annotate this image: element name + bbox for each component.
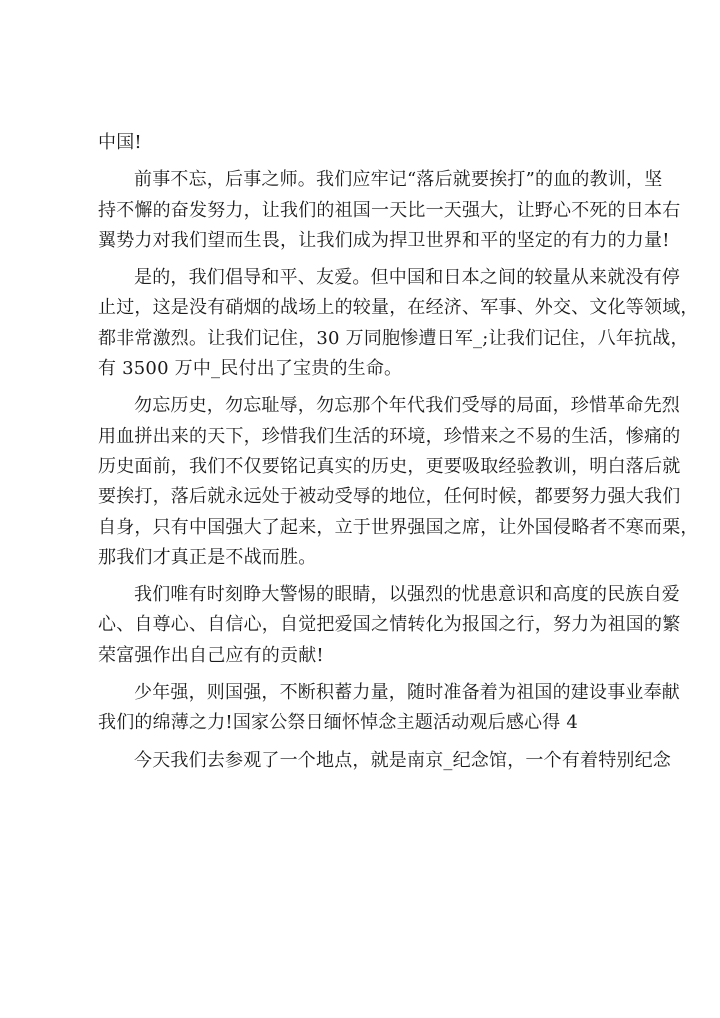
text-line: 勿忘历史，勿忘耻辱，勿忘那个年代我们受辱的局面，珍惜革命先烈: [134, 395, 680, 417]
text-line: 翼势力对我们望而生畏，让我们成为捍卫世界和平的坚定的有力的力量!: [98, 229, 670, 251]
paragraph: [98, 580, 681, 671]
text-line: 前事不忘，后事之师。我们应牢记“落后就要挨打”的血的教训，坚: [134, 169, 663, 191]
text-line: 要挨打，落后就永远处于被动受辱的地位，任何时候，都要努力强大我们: [98, 486, 681, 508]
text-line: 都非常激烈。让我们记住，30 万同胞惨遭日军_;让我们记住，八年抗战，: [98, 327, 689, 349]
text-line: 持不懈的奋发努力，让我们的祖国一天比一天强大，让野心不死的日本右: [98, 199, 681, 221]
text-line: 是的，我们倡导和平、友爱。但中国和日本之间的较量从来就没有停: [134, 267, 680, 289]
text-line: 那我们才真正是不战而胜。: [98, 546, 317, 568]
paragraph: [98, 128, 638, 158]
text-line: 我们的绵薄之力!国家公祭日缅怀悼念主题活动观后感心得 4: [98, 712, 579, 734]
paragraph: [98, 263, 699, 384]
paragraph: [98, 746, 671, 776]
text-line: 今天我们去参观了一个地点，就是南京_纪念馆，一个有着特别纪念: [134, 749, 671, 771]
text-line: 荣富强作出自己应有的贡献!: [98, 644, 324, 666]
text-line: 中国!: [98, 132, 142, 153]
text-line: 用血拼出来的天下，珍惜我们生活的环境，珍惜来之不易的生活，惨痛的: [98, 425, 681, 447]
text-line: 有 3500 万中_民付出了宝贵的生命。: [98, 358, 403, 380]
paragraph: [98, 391, 699, 573]
paragraph: [98, 678, 680, 739]
text-line: 少年强，则国强，不断积蓄力量，随时准备着为祖国的建设事业奉献: [134, 682, 680, 704]
text-line: 自身，只有中国强大了起来，立于世界强国之席，让外国侵略者不寒而栗，: [98, 516, 699, 538]
text-line: 我们唯有时刻睁大警惕的眼睛，以强烈的忧患意识和高度的民族自爱: [134, 584, 680, 606]
text-line: 历史面前，我们不仅要铭记真实的历史，更要吸取经验教训，明白落后就: [98, 455, 681, 477]
text-line: 止过，这是没有硝烟的战场上的较量，在经济、军事、外交、文化等领域，: [98, 297, 699, 319]
document-body: [98, 128, 699, 776]
paragraph: [98, 165, 681, 256]
text-line: 心、自尊心、自信心，自觉把爱国之情转化为报国之行，努力为祖国的繁: [98, 614, 681, 636]
